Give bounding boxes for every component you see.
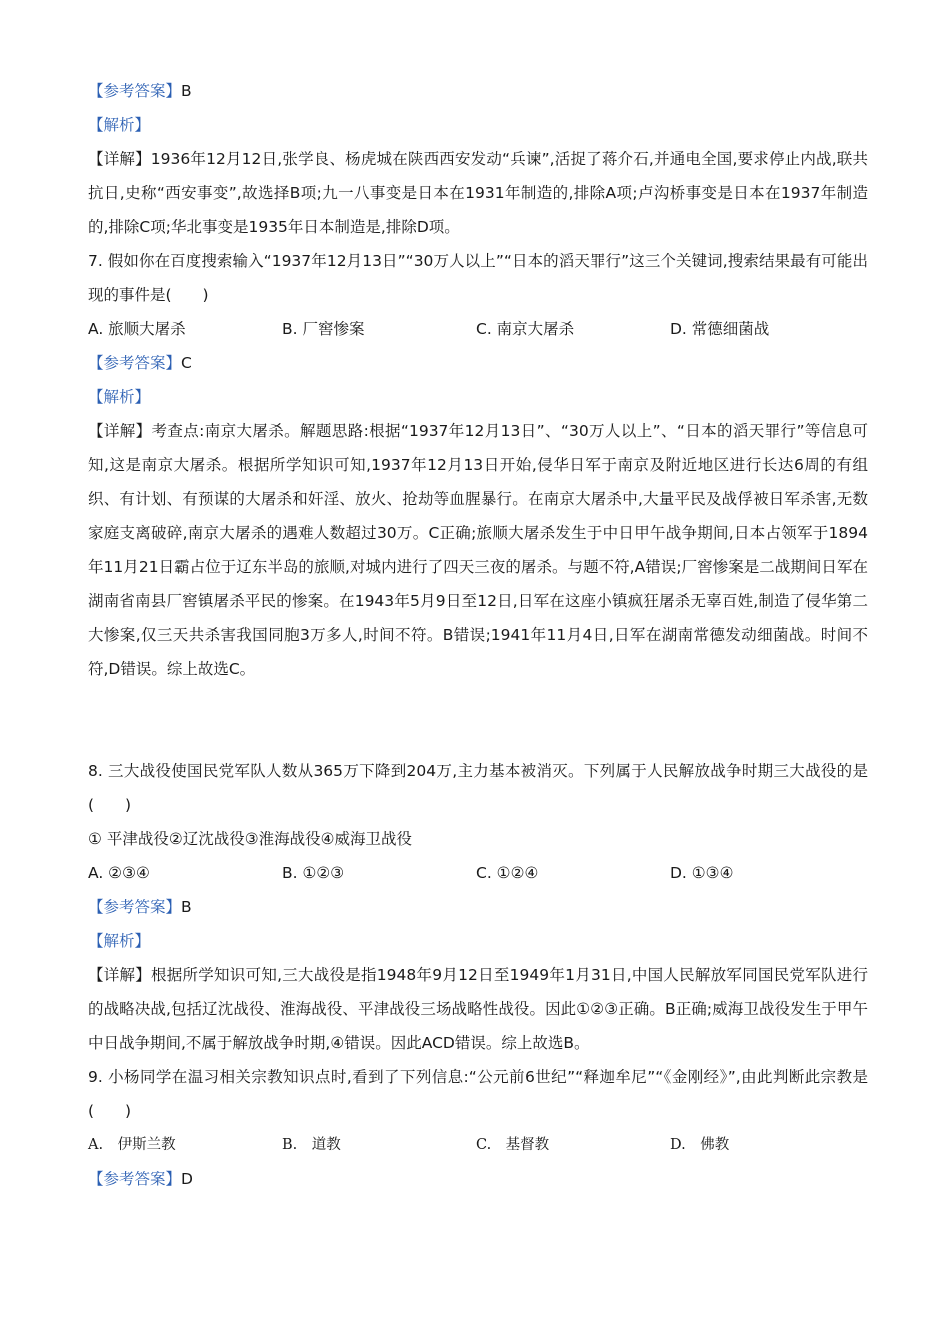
- q9-answer-line: [88, 1162, 868, 1196]
- q8-detail: [88, 958, 868, 1060]
- q6-detail-text: 1936年12月12日,张学良、杨虎城在陕西西安发动“兵谏”,活捉了蒋介石,并通电全国,要求停止内战,联共抗日,史称“西安事变”,故选择B项;九一八事变是日本在1931年制造的,排除A项;卢沟桥事变是日本在1937年制造的,排除C项;华北事变是1935年日本制造是,排除D项。: [88, 150, 868, 236]
- q9-options: [88, 1128, 868, 1162]
- q8-answer: B: [181, 898, 192, 916]
- q7-option-b: B. 厂窖惨案: [282, 320, 365, 338]
- answer-label: 【参考答案】: [88, 1170, 182, 1188]
- q7-answer-line: [88, 346, 868, 380]
- q6-answer: B: [181, 82, 192, 100]
- q7-detail: [88, 414, 868, 754]
- document-content: [88, 74, 868, 1196]
- detail-label: 【详解】: [88, 150, 151, 168]
- answer-label: 【参考答案】: [88, 82, 182, 100]
- q8-answer-line: [88, 890, 868, 924]
- q6-detail: [88, 142, 868, 244]
- q7-option-d: D. 常德细菌战: [670, 320, 770, 338]
- q7-analysis-line: [88, 380, 868, 414]
- q8-detail-text: 根据所学知识可知,三大战役是指1948年9月12日至1949年1月31日,中国人民解放军同国民党军队进行的战略决战,包括辽沈战役、淮海战役、平津战役三场战略性战役。因此①②③正确。B正确;威海卫战役发生于甲午中日战争期间,不属于解放战争时期,④错误。因此ACD错误。综上故选B。: [88, 966, 868, 1052]
- q7-options: [88, 312, 868, 346]
- analysis-label: 【解析】: [88, 388, 151, 406]
- q8-items: ① 平津战役②辽沈战役③淮海战役④威海卫战役: [88, 830, 413, 848]
- q8-option-c: C. ①②④: [476, 864, 539, 882]
- q7-option-a: A. 旅顺大屠杀: [88, 320, 186, 338]
- q9-stem: 9. 小杨同学在温习相关宗教知识点时,看到了下列信息:“公元前6世纪”“释迦牟尼”“《金刚经》”,由此判断此宗教是( ): [88, 1068, 868, 1120]
- q8-stem: 8. 三大战役使国民党军队人数从365万下降到204万,主力基本被消灭。下列属于人民解放战争时期三大战役的是( ): [88, 762, 868, 814]
- q8-option-b: B. ①②③: [282, 864, 345, 882]
- q8-option-a: A. ②③④: [88, 864, 150, 882]
- q6-analysis-line: [88, 108, 868, 142]
- analysis-label: 【解析】: [88, 932, 151, 950]
- answer-label: 【参考答案】: [88, 354, 182, 372]
- q7-answer: C: [181, 354, 192, 372]
- q7-stem: 7. 假如你在百度搜索输入“1937年12月13日”“30万人以上”“日本的滔天罪行”这三个关键词,搜索结果最有可能出现的事件是( ): [88, 252, 868, 304]
- q6-answer-line: [88, 74, 868, 108]
- detail-label: 【详解】: [88, 966, 152, 984]
- q9-option-b: B. 道教: [282, 1137, 341, 1153]
- q9-option-c: C. 基督教: [476, 1137, 550, 1153]
- q9-option-a: A. 伊斯兰教: [88, 1137, 176, 1153]
- q7-option-c: C. 南京大屠杀: [476, 320, 575, 338]
- detail-label: 【详解】: [88, 422, 152, 440]
- q8-options: [88, 856, 868, 890]
- answer-label: 【参考答案】: [88, 898, 182, 916]
- q7-detail-text: 考查点:南京大屠杀。解题思路:根据“1937年12月13日”、“30万人以上”、“日本的滔天罪行”等信息可知,这是南京大屠杀。根据所学知识可知,1937年12月13日开始,侵华日军于南京及附近地区进行长达6周的有组织、有计划、有预谋的大屠杀和奸淫、放火、抢劫等血腥暴行。在南京大屠杀中,大量平民及战俘被日军杀害,无数家庭支离破碎,南京大屠杀的遇难人数超过30万。C正确;旅顺大屠杀发生于中日甲午战争期间,日本占领军于1894年11月21日霸占位于辽东半岛的旅顺,对城内进行了四天三夜的屠杀。与题不符,A错误;厂窖惨案是二战期间日军在湖南省南县厂窖镇屠杀平民的惨案。在1943年5月9日至12日,日军在这座小镇疯狂屠杀无辜百姓,制造了侵华第二大惨案,仅三天共杀害我国同胞3万多人,时间不符。B错误;1941年11月4日,日军在湖南常德发动细菌战。时间不符,D错误。综上故选C。: [88, 422, 868, 678]
- q9-answer: D: [181, 1170, 193, 1188]
- q8-analysis-line: [88, 924, 868, 958]
- q8-option-d: D. ①③④: [670, 864, 734, 882]
- analysis-label: 【解析】: [88, 116, 151, 134]
- q9-option-d: D. 佛教: [670, 1137, 730, 1153]
